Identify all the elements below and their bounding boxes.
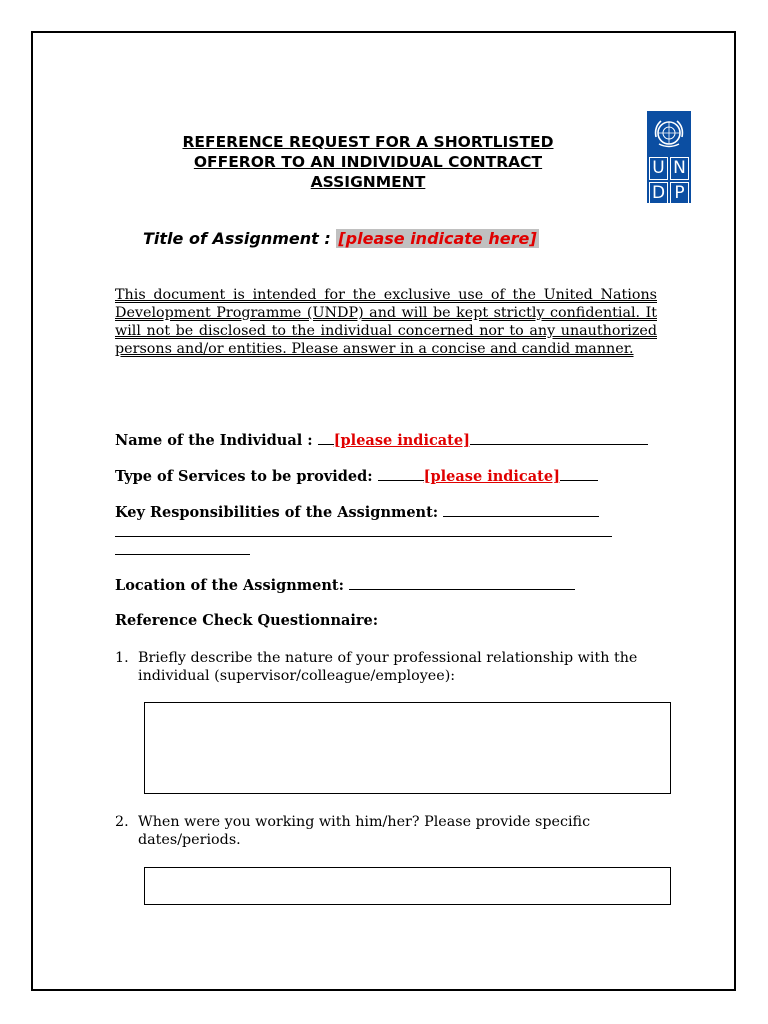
- assignment-title-placeholder[interactable]: [please indicate here]: [338, 229, 537, 248]
- question-number: 1.: [115, 650, 129, 666]
- answer-box-2[interactable]: [144, 867, 671, 905]
- field-services-placeholder[interactable]: [please indicate]: [423, 468, 560, 485]
- logo-letter: U: [649, 157, 668, 180]
- field-name-placeholder[interactable]: [please indicate]: [333, 432, 470, 449]
- field-location-label: Location of the Assignment:: [115, 577, 350, 594]
- question-text: Briefly describe the nature of your professional relationship with the individual (supervisor/colleague/employee):: [138, 650, 638, 684]
- responsibilities-line[interactable]: [115, 554, 250, 555]
- questionnaire-heading: Reference Check Questionnaire:: [115, 612, 379, 629]
- question-1: [115, 649, 655, 685]
- document-title: REFERENCE REQUEST FOR A SHORTLISTED OFFEROR TO AN INDIVIDUAL CONTRACT ASSIGNMENT: [182, 133, 554, 191]
- field-name-of-individual: [115, 430, 648, 450]
- field-responsibilities-label: Key Responsibilities of the Assignment:: [115, 504, 444, 521]
- logo-letter: P: [670, 182, 689, 205]
- field-services-label: Type of Services to be provided:: [115, 468, 378, 485]
- assignment-title: [143, 229, 539, 248]
- responsibilities-line[interactable]: [115, 536, 612, 537]
- field-key-responsibilities: [115, 502, 599, 522]
- question-2: [115, 813, 655, 849]
- confidentiality-disclaimer: This document is intended for the exclusive use of the United Nations Development Programme (UNDP) and will be kept strictly confidential. It will not be disclosed to the individual concerned nor to any unauthorized persons and/or entities. Please answer in a concise and candid manner.: [115, 287, 657, 357]
- undp-letters: [649, 157, 689, 201]
- undp-logo: [647, 111, 691, 203]
- field-location-blank[interactable]: [349, 575, 575, 590]
- assignment-title-label: Title of Assignment :: [143, 229, 337, 248]
- un-emblem-icon: [651, 115, 687, 151]
- question-number: 2.: [115, 814, 129, 830]
- answer-box-1[interactable]: [144, 702, 671, 794]
- logo-letter: N: [670, 157, 689, 180]
- field-responsibilities-blank[interactable]: [443, 502, 599, 517]
- logo-letter: D: [649, 182, 668, 205]
- document-page: [31, 31, 736, 991]
- field-name-blank[interactable]: [470, 430, 648, 445]
- field-services-blank[interactable]: [560, 466, 598, 481]
- question-text: When were you working with him/her? Please provide specific dates/periods.: [138, 814, 591, 848]
- field-location: [115, 575, 575, 595]
- field-type-of-services: [115, 466, 598, 486]
- field-name-label: Name of the Individual :: [115, 432, 318, 449]
